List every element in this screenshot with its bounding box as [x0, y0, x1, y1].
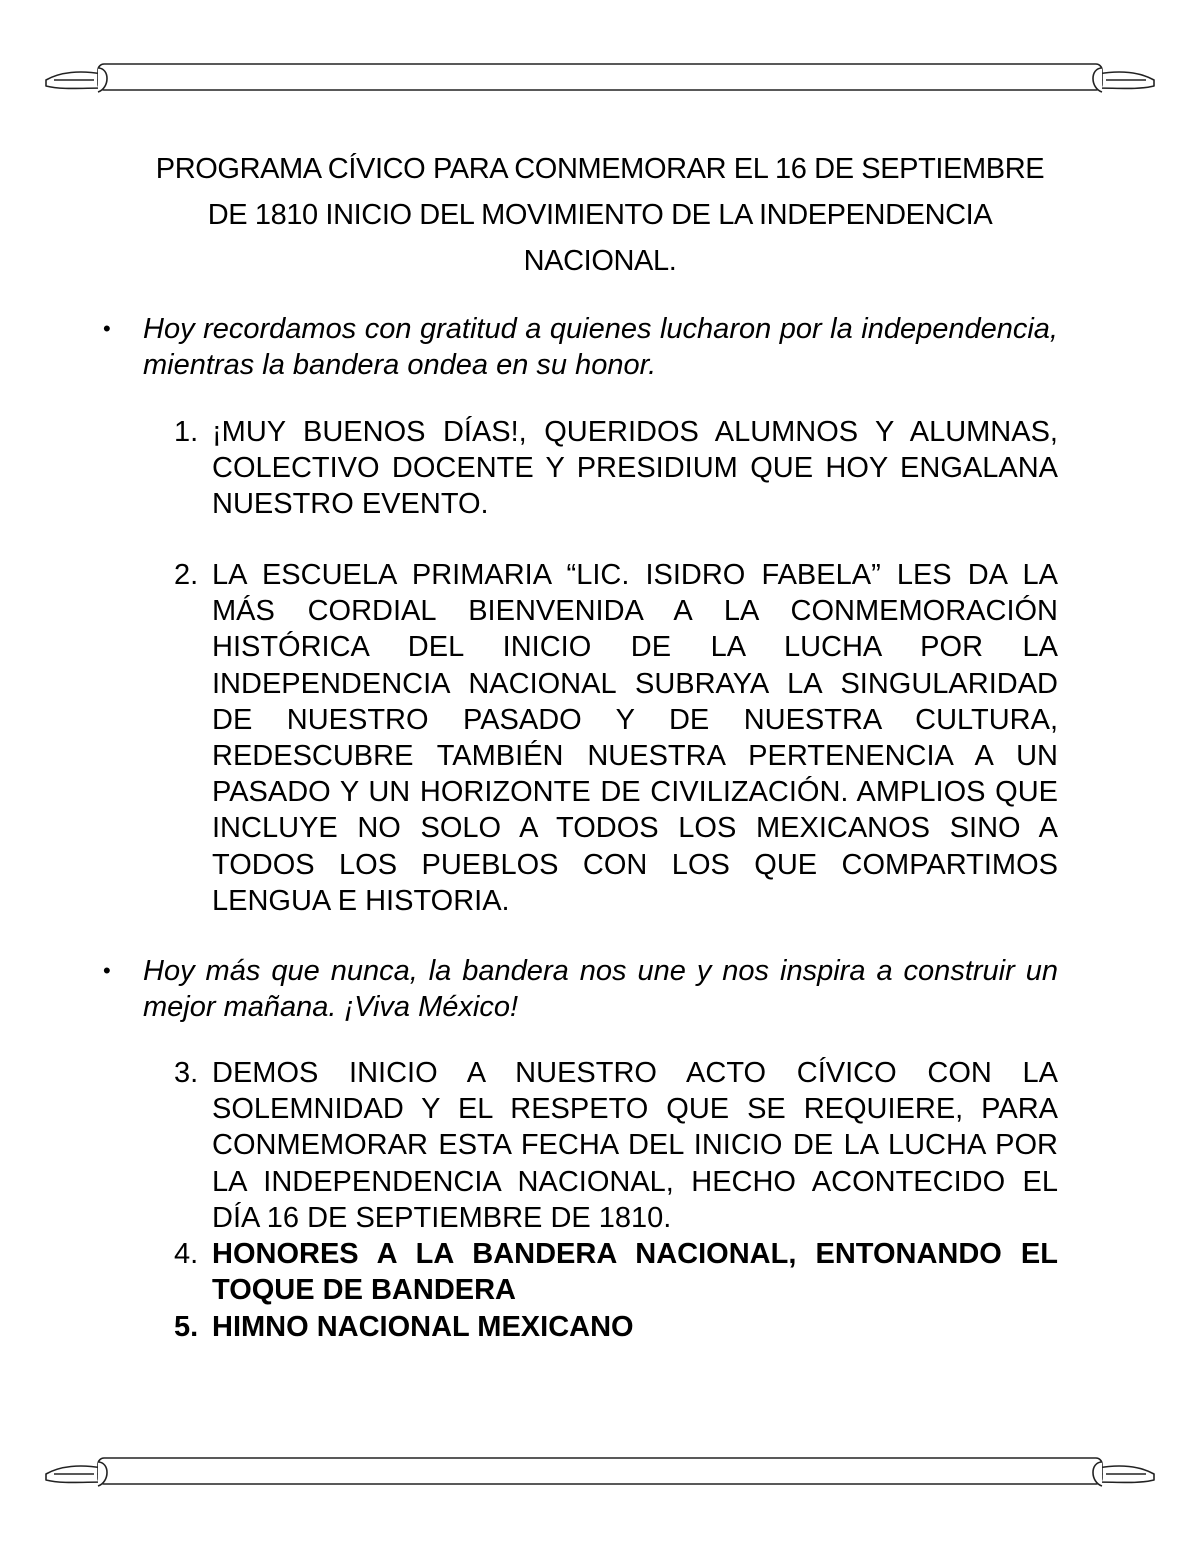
- program-item-5: [174, 1309, 1058, 1345]
- bullet-text-2: Hoy más que nunca, la bandera nos une y nos inspira a construir un mejor mañana. ¡Viva México!: [143, 955, 1058, 1023]
- program-item-2: [174, 557, 1058, 919]
- item-number-1: 1.: [174, 416, 199, 448]
- bottom-scroll-banner: [40, 1452, 1160, 1492]
- item-text-5: HIMNO NACIONAL MEXICANO: [212, 1311, 634, 1343]
- bullet-paragraph-2: [103, 953, 1058, 1025]
- title-line-2: DE 1810 INICIO DEL MOVIMIENTO DE LA INDEPENDENCIA: [207, 199, 993, 231]
- program-item-3: [174, 1055, 1058, 1236]
- item-text-4: HONORES A LA BANDERA NACIONAL, ENTONANDO EL TOQUE DE BANDERA: [212, 1238, 1058, 1307]
- item-number-3: 3.: [174, 1057, 199, 1089]
- title-line-1: PROGRAMA CÍVICO PARA CONMEMORAR EL 16 DE SEPTIEMBRE: [155, 153, 1045, 185]
- bullet-text-1: Hoy recordamos con gratitud a quienes lucharon por la independencia, mientras la bandera ondea en su honor.: [143, 313, 1058, 381]
- item-text-3: DEMOS INICIO A NUESTRO ACTO CÍVICO CON LA SOLEMNIDAD Y EL RESPETO QUE SE REQUIERE, PARA CONMEMORAR ESTA FECHA DEL INICIO DE LA LUCHA POR LA INDEPENDENCIA NACIONAL, HECHO ACONTECIDO EL DÍA 16 DE SEPTIEMBRE DE 1810.: [212, 1057, 1058, 1234]
- top-scroll-banner: [40, 58, 1160, 98]
- bullet-paragraph-1: [103, 311, 1058, 383]
- title-line-3: NACIONAL.: [523, 245, 677, 277]
- item-text-2: LA ESCUELA PRIMARIA “LIC. ISIDRO FABELA” LES DA LA MÁS CORDIAL BIENVENIDA A LA CONMEMORACIÓN HISTÓRICA DEL INICIO DE LA LUCHA POR LA INDEPENDENCIA NACIONAL SUBRAYA LA SINGULARIDAD DE NUESTRO PASADO Y DE NUESTRA CULTURA, REDESCUBRE TAMBIÉN NUESTRA PERTENENCIA A UN PASADO Y UN HORIZONTE DE CIVILIZACIÓN. AMPLIOS QUE INCLUYE NO SOLO A TODOS LOS MEXICANOS SINO A TODOS LOS PUEBLOS CON LOS QUE COMPARTIMOS LENGUA E HISTORIA.: [212, 559, 1058, 917]
- item-number-4: 4.: [174, 1238, 199, 1270]
- item-number-2: 2.: [174, 559, 199, 591]
- item-text-1: ¡MUY BUENOS DÍAS!, QUERIDOS ALUMNOS Y ALUMNAS, COLECTIVO DOCENTE Y PRESIDIUM QUE HOY ENGALANA NUESTRO EVENTO.: [212, 416, 1058, 521]
- item-number-5: 5.: [174, 1311, 199, 1343]
- document-title: [140, 146, 1060, 284]
- program-item-1: [174, 414, 1058, 523]
- program-item-4: [174, 1236, 1058, 1308]
- bullet-dot-icon: •: [103, 316, 111, 341]
- bullet-dot-icon: •: [103, 958, 111, 983]
